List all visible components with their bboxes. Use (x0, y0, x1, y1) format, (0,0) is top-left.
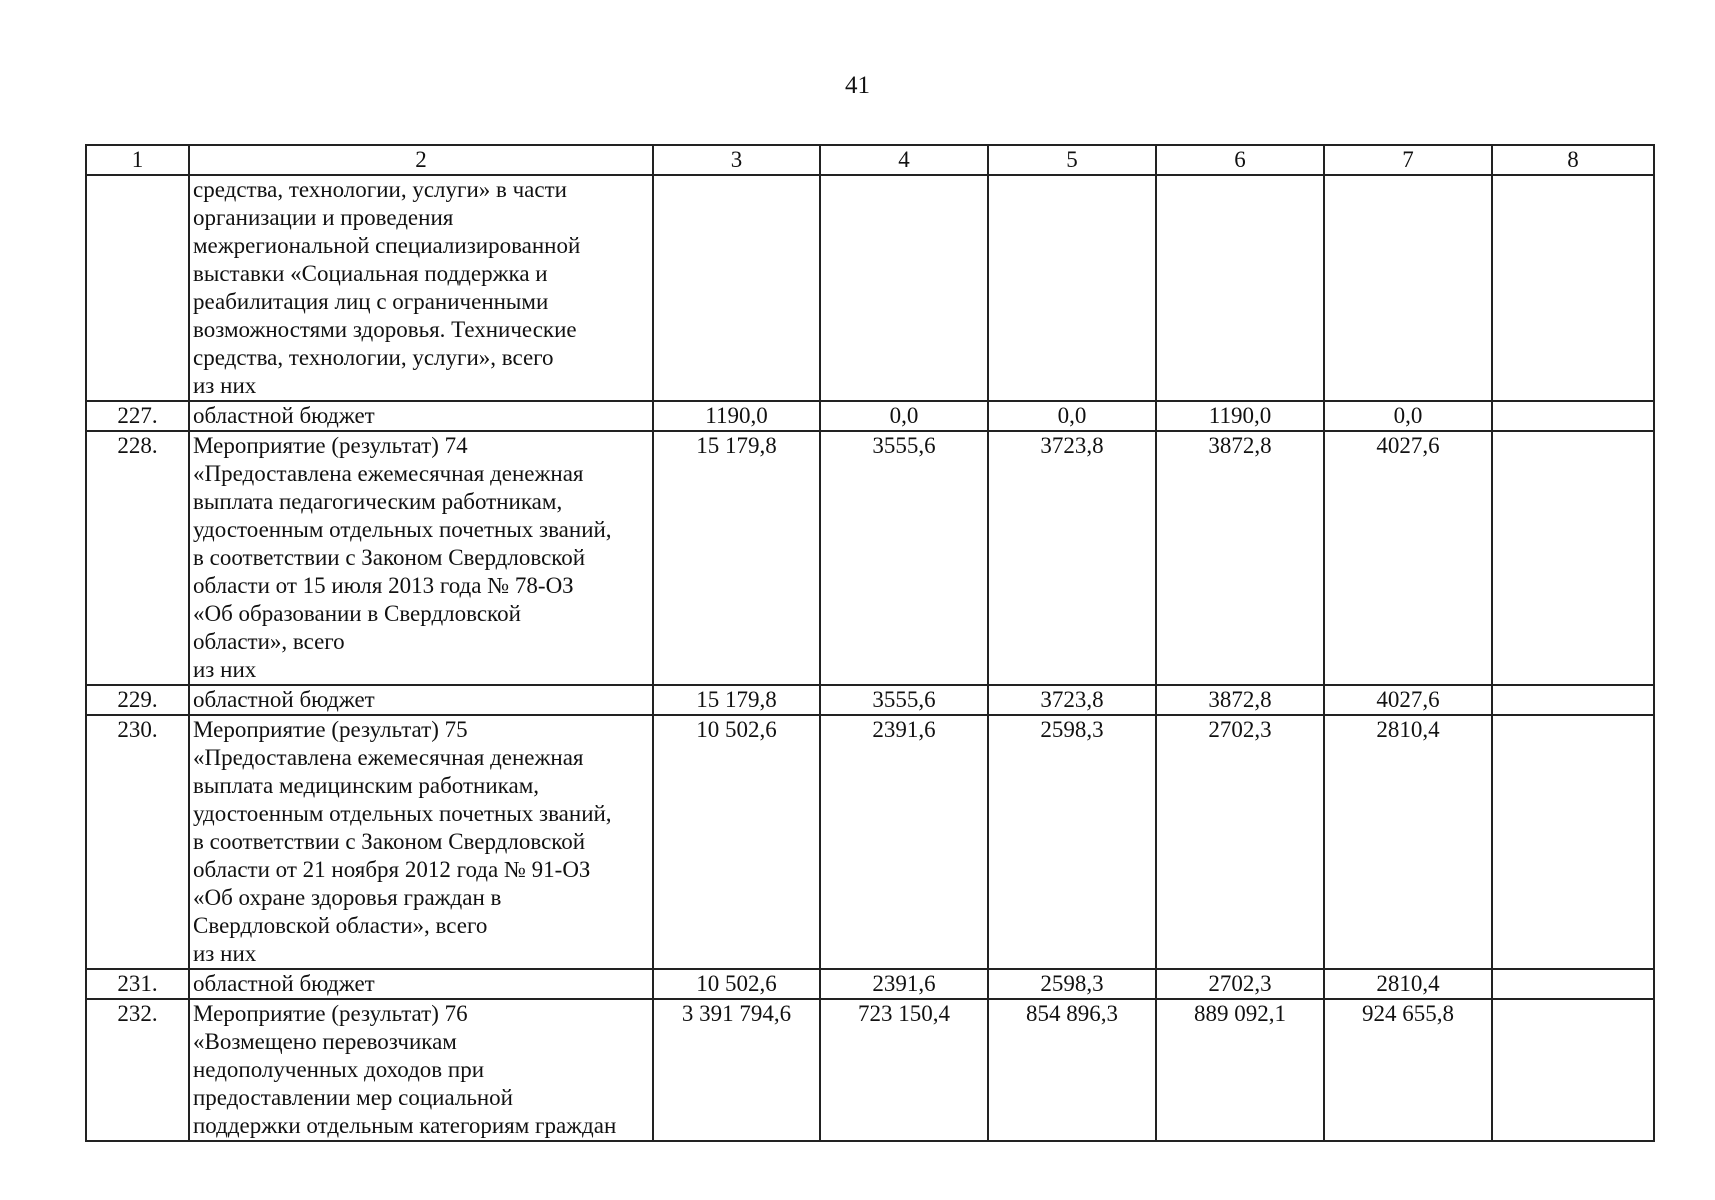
row-number: 230. (86, 715, 189, 969)
description-line: «Предоставлена ежемесячная денежная (193, 461, 584, 486)
description-line: Мероприятие (результат) 76 (193, 1001, 468, 1026)
col-header-2: 2 (189, 145, 653, 175)
description-line: «Об охране здоровья граждан в (193, 885, 502, 910)
description-line: предоставлении мер социальной (193, 1085, 513, 1110)
value-col-5: 2598,3 (988, 969, 1156, 999)
description-line: недополученных доходов при (193, 1057, 485, 1082)
value-col-3: 3 391 794,6 (653, 999, 820, 1141)
col-header-3: 3 (653, 145, 820, 175)
value-col-6: 889 092,1 (1156, 999, 1324, 1141)
description-line: средства, технологии, услуги», всего (193, 345, 554, 370)
col-header-4: 4 (820, 145, 988, 175)
value-col-6: 3872,8 (1156, 685, 1324, 715)
value-col-5: 0,0 (988, 401, 1156, 431)
row-description (189, 999, 653, 1141)
description-line: в соответствии с Законом Свердловской (193, 545, 586, 570)
description-line: выплата медицинским работникам, (193, 773, 540, 798)
value-col-7: 4027,6 (1324, 431, 1492, 685)
page-number: 41 (845, 72, 870, 99)
row-number: 229. (86, 685, 189, 715)
value-col-3: 10 502,6 (653, 969, 820, 999)
description-line: «Предоставлена ежемесячная денежная (193, 745, 584, 770)
value-col-7 (1324, 175, 1492, 401)
row-number (86, 175, 189, 401)
value-col-8 (1492, 715, 1654, 969)
budget-table (85, 144, 1655, 1142)
value-col-3: 1190,0 (653, 401, 820, 431)
description-line: выставки «Социальная поддержка и (193, 261, 548, 286)
description-line: областной бюджет (193, 403, 375, 428)
description-line: из них (193, 657, 257, 682)
value-col-5: 3723,8 (988, 431, 1156, 685)
description-line: «Об образовании в Свердловской (193, 601, 521, 626)
value-col-4: 3555,6 (820, 685, 988, 715)
description-line: удостоенным отдельных почетных званий, (193, 801, 612, 826)
value-col-6: 1190,0 (1156, 401, 1324, 431)
description-line: областной бюджет (193, 971, 375, 996)
value-col-3: 10 502,6 (653, 715, 820, 969)
value-col-7: 2810,4 (1324, 969, 1492, 999)
row-number: 228. (86, 431, 189, 685)
value-col-5: 3723,8 (988, 685, 1156, 715)
description-line: межрегиональной специализированной (193, 233, 581, 258)
row-number: 231. (86, 969, 189, 999)
description-line: областной бюджет (193, 687, 375, 712)
col-header-6: 6 (1156, 145, 1324, 175)
value-col-4: 723 150,4 (820, 999, 988, 1141)
value-col-6: 2702,3 (1156, 715, 1324, 969)
table-row (86, 431, 1654, 685)
description-line: области от 15 июля 2013 года № 78-ОЗ (193, 573, 574, 598)
col-header-8: 8 (1492, 145, 1654, 175)
value-col-8 (1492, 685, 1654, 715)
description-line: Свердловской области», всего (193, 913, 488, 938)
description-line: возможностями здоровья. Технические (193, 317, 577, 342)
header-row (86, 145, 1654, 175)
value-col-4: 3555,6 (820, 431, 988, 685)
value-col-3: 15 179,8 (653, 431, 820, 685)
description-line: выплата педагогическим работникам, (193, 489, 563, 514)
value-col-7: 0,0 (1324, 401, 1492, 431)
value-col-8 (1492, 401, 1654, 431)
row-description (189, 431, 653, 685)
value-col-6 (1156, 175, 1324, 401)
value-col-5: 2598,3 (988, 715, 1156, 969)
description-line: организации и проведения (193, 205, 454, 230)
description-line: поддержки отдельным категориям граждан (193, 1113, 617, 1138)
col-header-5: 5 (988, 145, 1156, 175)
row-description (189, 175, 653, 401)
row-description (189, 685, 653, 715)
row-number: 227. (86, 401, 189, 431)
value-col-8 (1492, 969, 1654, 999)
col-header-1: 1 (86, 145, 189, 175)
description-line: в соответствии с Законом Свердловской (193, 829, 586, 854)
table-row (86, 715, 1654, 969)
value-col-6: 3872,8 (1156, 431, 1324, 685)
description-line: «Возмещено перевозчикам (193, 1029, 457, 1054)
description-line: Мероприятие (результат) 74 (193, 433, 468, 458)
value-col-4: 0,0 (820, 401, 988, 431)
row-description (189, 715, 653, 969)
value-col-7: 2810,4 (1324, 715, 1492, 969)
description-line: реабилитация лиц с ограниченными (193, 289, 549, 314)
value-col-3 (653, 175, 820, 401)
col-header-7: 7 (1324, 145, 1492, 175)
description-line: из них (193, 941, 257, 966)
value-col-7: 4027,6 (1324, 685, 1492, 715)
value-col-8 (1492, 431, 1654, 685)
table-row (86, 999, 1654, 1141)
table-row (86, 969, 1654, 999)
value-col-8 (1492, 175, 1654, 401)
description-line: удостоенным отдельных почетных званий, (193, 517, 612, 542)
table-row (86, 175, 1654, 401)
table-row (86, 685, 1654, 715)
value-col-3: 15 179,8 (653, 685, 820, 715)
value-col-5: 854 896,3 (988, 999, 1156, 1141)
value-col-8 (1492, 999, 1654, 1141)
table-row (86, 401, 1654, 431)
description-line: Мероприятие (результат) 75 (193, 717, 468, 742)
value-col-4 (820, 175, 988, 401)
value-col-7: 924 655,8 (1324, 999, 1492, 1141)
description-line: области от 21 ноября 2012 года № 91-ОЗ (193, 857, 591, 882)
row-description (189, 969, 653, 999)
description-line: из них (193, 373, 257, 398)
value-col-6: 2702,3 (1156, 969, 1324, 999)
description-line: средства, технологии, услуги» в части (193, 177, 567, 202)
value-col-4: 2391,6 (820, 969, 988, 999)
value-col-5 (988, 175, 1156, 401)
row-description (189, 401, 653, 431)
description-line: области», всего (193, 629, 345, 654)
row-number: 232. (86, 999, 189, 1141)
value-col-4: 2391,6 (820, 715, 988, 969)
